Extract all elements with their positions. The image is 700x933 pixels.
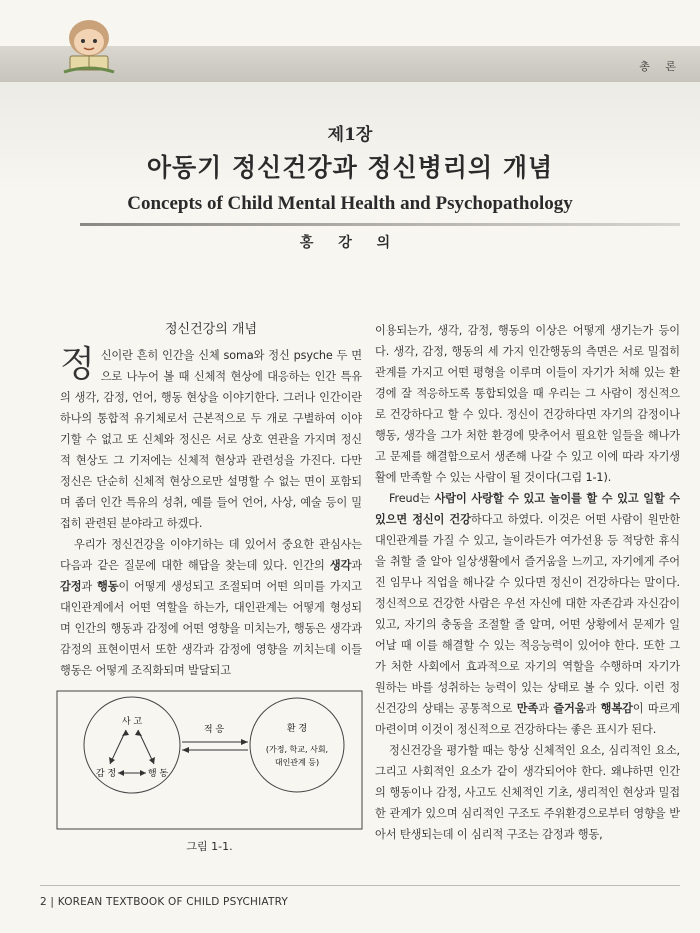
paragraph [60,534,362,681]
arrowhead [140,770,146,776]
arrowhead [118,770,124,776]
paragraph-text: 과 [538,702,554,715]
paragraph [375,488,680,740]
node-thought: 사 고 [121,717,143,727]
paragraph [60,345,362,534]
chapter-subtitle: Concepts of Child Mental Health and Psychopathology [127,193,573,214]
arrowhead [149,757,155,764]
author: 홍 강 의 [299,235,401,251]
env-line1: (가정, 학교, 사회, [265,745,329,754]
arrowhead [109,757,115,764]
arrowhead [241,739,248,745]
emphasis: 행복감 [600,702,633,715]
node-behavior: 행 동 [147,769,169,779]
env-line2: 대인관계 등) [274,758,320,767]
paragraph-text: 하다고 하였다. 이것은 어떤 사람이 원만한 대인관계를 가질 수 있고, 놀이라든가 여가선용 등 적당한 휴식을 취할 줄 알아 일상생활에서 즐거움을 느끼고, 자기에게 주어진 임무나 직업을 해나갈 수 있다면 정신이 건강하다는 말이다. 정신적으로 건강한 사람은 우선 자신에 대한 자존감과 자신감이 있고, 자기의 충동을 조절할 줄 알며, 어떤 상황에서 문제가 일어날 때 이를 해결할 수 있는 적응능력이 있어야 한다. 또한 그가 처한 사회에서 효과적으로 자기의 역할을 수행하며 자기가 원하는 바를 성취하는 능력이 있는 상태로 볼 수 있다. 이런 정신건강의 상태는 공통적으로 [375,513,681,715]
paragraph-text: 우리가 정신건강을 이야기하는 데 있어서 중요한 관심사는 다음과 같은 질문에 대한 해답을 찾는데 있다. 인간의 [60,538,362,572]
paragraph-text: 과 [585,702,601,715]
right-column [375,320,680,845]
arrowhead [135,730,142,736]
node-emotion: 감 정 [95,769,117,779]
paragraph-text: Freud는 [389,492,435,505]
emphasis: 생각 [329,559,352,572]
emphasis: 만족 [516,702,539,715]
arrowhead [182,747,189,753]
footer-text: 2 | KOREAN TEXTBOOK OF CHILD PSYCHIATRY [40,896,289,908]
paragraph-text: 이 따르게 마련이며 이것이 정신적으로 건강하다는 좋은 표시가 된다. [375,702,680,736]
env-title: 환 경 [286,724,308,734]
figure-diagram [56,690,363,845]
emphasis: 감정 [60,580,82,593]
left-column [60,345,362,681]
drop-cap: 정 [60,344,95,385]
emphasis: 사람이 사랑할 수 있고 놀이를 할 수 있고 일할 수 있으면 정신이 건강 [375,492,681,526]
chapter-title: 아동기 정신건강과 정신병리의 개념 [146,153,554,182]
paragraph-text: 과 [81,580,98,593]
paragraph-text: 이 어떻게 생성되고 조절되며 어떤 의미를 가지고 대인관계에서 어떤 역할을 하는가, 대인관계는 어떻게 형성되며 인간의 행동과 감정에 어떤 영향을 미치는가, 행동은 생각과 감정의 표현이면서 또한 생각과 감정에 영향을 끼치는데 이들 행동은 어떻게 조직화되며 발달되고 [60,580,362,677]
paragraph: 정신건강을 평가할 때는 항상 신체적인 요소, 심리적인 요소, 그리고 사회적인 요소가 같이 생각되어야 한다. 왜냐하면 인간의 행동이나 감정, 사고도 신체적인 기초, 생리적인 현상과 밀접한 관계가 있으며 심리적인 구조도 주위환경으로부터 영향을 받아서 탄생되는데 이 심리적 구조는 감정과 행동, [375,744,680,841]
arrowhead [122,730,129,736]
adaptation-label: 적 응 [203,725,225,735]
emphasis: 즐거움 [553,702,586,715]
section-heading: 정신건강의 개념 [164,322,258,337]
footer-rule [40,885,680,886]
section-tab: 총 론 [639,60,682,73]
paragraph-text: 과 [351,559,362,572]
figure-caption: 그림 1-1. [186,840,233,853]
paragraph-text: 신이란 흔히 인간을 신체 soma와 정신 psyche 두 면으로 나누어 볼 때 신체적 현상에 대응하는 인간 특유의 생각, 감정, 언어, 행동 현상을 이야기한다. 그러나 인간이란 하나의 통합적 유기체로서 근본적으로 두 개로 구별하여 이야기할 수 없고 또 신체와 정신은 서로 상호 연관을 가지며 정신적 현상도 그 기저에는 신체적 현상과 관련성을 가진다. 다만 정신은 단순히 신체적 현상으로만 설명할 수 없는 면이 포함되며 좀더 인간 특유의 성취, 예를 들어 언어, 사상, 예술 등이 밀접히 관련된 분야라고 하겠다. [60,349,362,530]
emphasis: 행동 [97,580,119,593]
chapter-label: 제1장 [327,125,373,145]
title-rule [80,223,680,226]
paragraph: 이용되는가, 생각, 감정, 행동의 이상은 어떻게 생기는가 등이다. 생각, 감정, 행동의 세 가지 인간행동의 측면은 서로 밀접히 관계를 가지고 어떤 평형을 이루며 이들이 자기가 처해 있는 환경에 잘 적응하도록 통합되었을 때 우리는 그 사람이 정신적으로 건강하다고 할 수 있다. 정신이 건강하다면 자기의 감정이나 행동, 생각을 그가 처한 환경에 맞추어서 필요한 일들을 해나가고 문제를 해결함으로서 생존해 나갈 수 있고 이에 따라 자기생활에 만족할 수 있는 사람이 될 것이다(그림 1-1). [375,324,680,484]
reading-child-mascot-icon [56,12,122,76]
